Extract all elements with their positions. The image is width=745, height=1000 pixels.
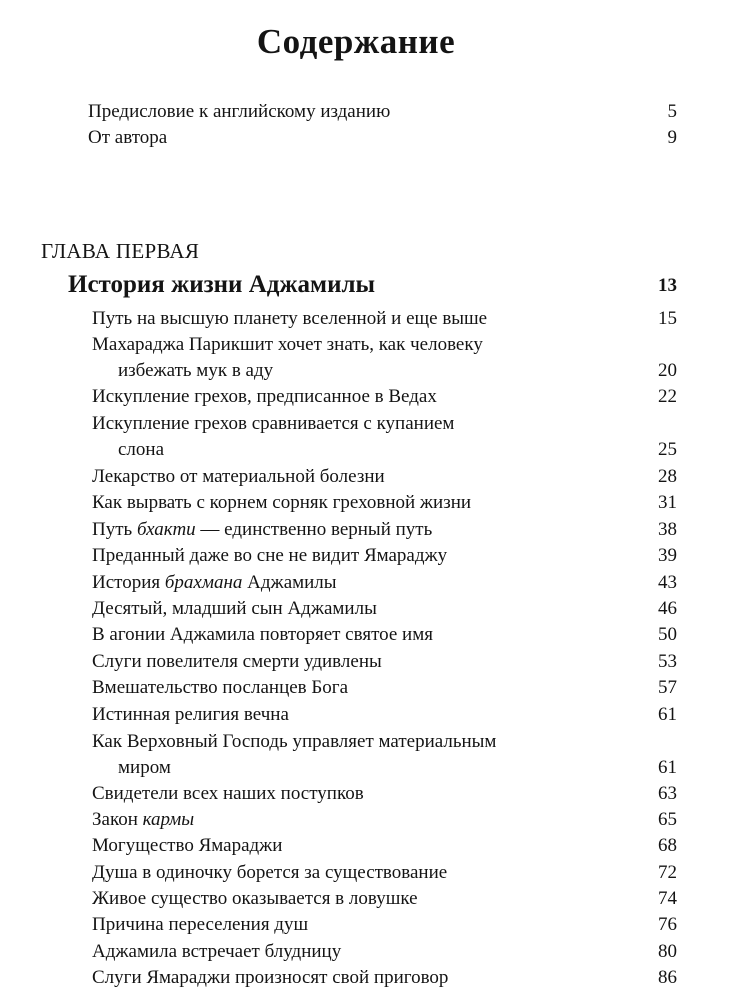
- page-title: Содержание: [256, 22, 456, 61]
- toc-entry-text: Путь на высшую планету вселенной и еще выше: [92, 308, 488, 329]
- toc-entry-text: От автора: [88, 127, 168, 148]
- toc-entry-term-italic: бхакти: [136, 519, 196, 540]
- toc-entry-text-continued: избежать мук в аду: [118, 360, 274, 381]
- toc-entry-page: 50: [658, 624, 677, 645]
- toc-entry-page: 9: [667, 127, 677, 148]
- toc-entry-text-part: Путь: [92, 519, 137, 540]
- toc-entry-page: 63: [658, 783, 677, 804]
- toc-entry-text-part: Аджамилы: [242, 572, 337, 593]
- toc-entry-text: Преданный даже во сне не видит Ямараджу: [92, 545, 448, 566]
- toc-entry-page: 31: [658, 492, 677, 513]
- chapter-page: 13: [658, 275, 677, 296]
- toc-entry-text: Свидетели всех наших поступков: [92, 783, 364, 804]
- toc-entry-text: Слуги повелителя смерти удивлены: [92, 651, 382, 672]
- toc-entry-text: Живое существо оказывается в ловушке: [92, 888, 418, 909]
- toc-entry-page: 53: [658, 651, 677, 672]
- toc-entry-text-continued: миром: [118, 757, 171, 778]
- toc-entry-text: Искупление грехов, предписанное в Ведах: [92, 386, 437, 407]
- toc-entry-page: 38: [658, 519, 677, 540]
- toc-entry-text-part: Закон: [92, 809, 143, 830]
- toc-entry-text: Предисловие к английскому изданию: [88, 101, 391, 122]
- toc-entry-page: 28: [658, 466, 677, 487]
- toc-entry-text: В агонии Аджамила повторяет святое имя: [92, 624, 433, 645]
- toc-entry-page: 46: [658, 598, 677, 619]
- toc-entry-page: 39: [658, 545, 677, 566]
- toc-entry-page: 61: [658, 757, 677, 778]
- toc-entry-text: Истинная религия вечна: [92, 704, 289, 725]
- chapter-title[interactable]: История жизни Аджамилы: [68, 271, 376, 298]
- toc-entry-text: Аджамила встречает блудницу: [92, 941, 342, 962]
- toc-entry-page: 72: [658, 862, 677, 883]
- toc-entry-term-italic: кармы: [142, 809, 195, 830]
- toc-entry-page: 57: [658, 677, 677, 698]
- toc-entry-text: Лекарство от материальной болезни: [92, 466, 385, 487]
- toc-entry-text-part: История: [92, 572, 165, 593]
- toc-entry-page: 74: [658, 888, 677, 909]
- toc-entry-text-continued: слона: [118, 439, 165, 460]
- toc-entry-text: Десятый, младший сын Аджамилы: [92, 598, 377, 619]
- toc-entry-text: Душа в одиночку борется за существование: [92, 862, 448, 883]
- toc-entry-text: Могущество Ямараджи: [92, 835, 283, 856]
- toc-entry-term-italic: брахмана: [164, 572, 243, 593]
- toc-entry-page: 5: [667, 101, 677, 122]
- toc-entry-text: Слуги Ямараджи произносят свой приговор: [92, 967, 449, 988]
- toc-entry-text: Махараджа Парикшит хочет знать, как человеку: [92, 334, 483, 355]
- toc-entry-page: 25: [658, 439, 677, 460]
- toc-entry-text: Искупление грехов сравнивается с купанием: [92, 413, 455, 434]
- toc-entry-page: 86: [658, 967, 677, 988]
- toc-entry-page: 68: [658, 835, 677, 856]
- toc-entry-page: 65: [658, 809, 677, 830]
- toc-entry-page: 22: [658, 386, 677, 407]
- toc-entry-page: 43: [658, 572, 677, 593]
- toc-entry-text: Причина переселения душ: [92, 914, 309, 935]
- toc-entry-page: 20: [658, 360, 677, 381]
- toc-entry-page: 80: [658, 941, 677, 962]
- toc-entry-page: 61: [658, 704, 677, 725]
- toc-entry-page: 15: [658, 308, 677, 329]
- toc-entry-text: Как вырвать с корнем сорняк греховной жизни: [92, 492, 472, 513]
- toc-entry-text: Как Верховный Господь управляет материальным: [92, 731, 497, 752]
- chapter-label: ГЛАВА ПЕРВАЯ: [41, 239, 200, 263]
- toc-entry-page: 76: [658, 914, 677, 935]
- toc-entry-text-part: — единственно верный путь: [195, 519, 433, 540]
- toc-entry-text: Вмешательство посланцев Бога: [92, 677, 349, 698]
